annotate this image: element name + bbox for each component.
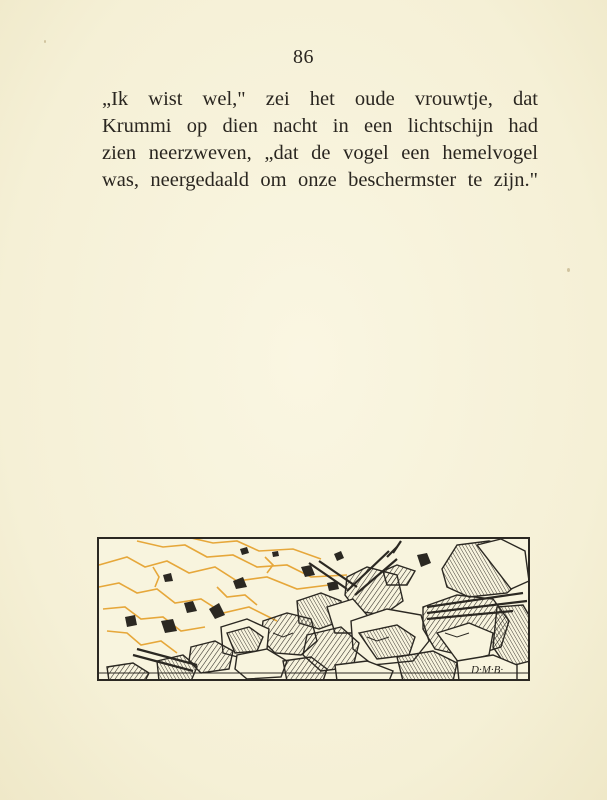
- text-line: was, neergedaald om onze beschermster te zijn.": [102, 169, 538, 191]
- text-line: „Ik wist wel," zei het oude vrouwtje, dat: [102, 88, 538, 110]
- page-number: 86: [293, 46, 314, 68]
- artist-signature: D·M·B·: [471, 664, 504, 676]
- text-line: Krummi op dien nacht in een lichtschijn had: [102, 115, 538, 137]
- woodcut-illustration: [97, 537, 530, 681]
- paragraph: [102, 86, 538, 194]
- paper-speck: [567, 268, 570, 272]
- paper-speck: [44, 40, 46, 43]
- text-line: zien neerzweven, „dat de vogel een hemelvogel: [102, 142, 538, 164]
- rock-scene-drawing: [97, 537, 530, 681]
